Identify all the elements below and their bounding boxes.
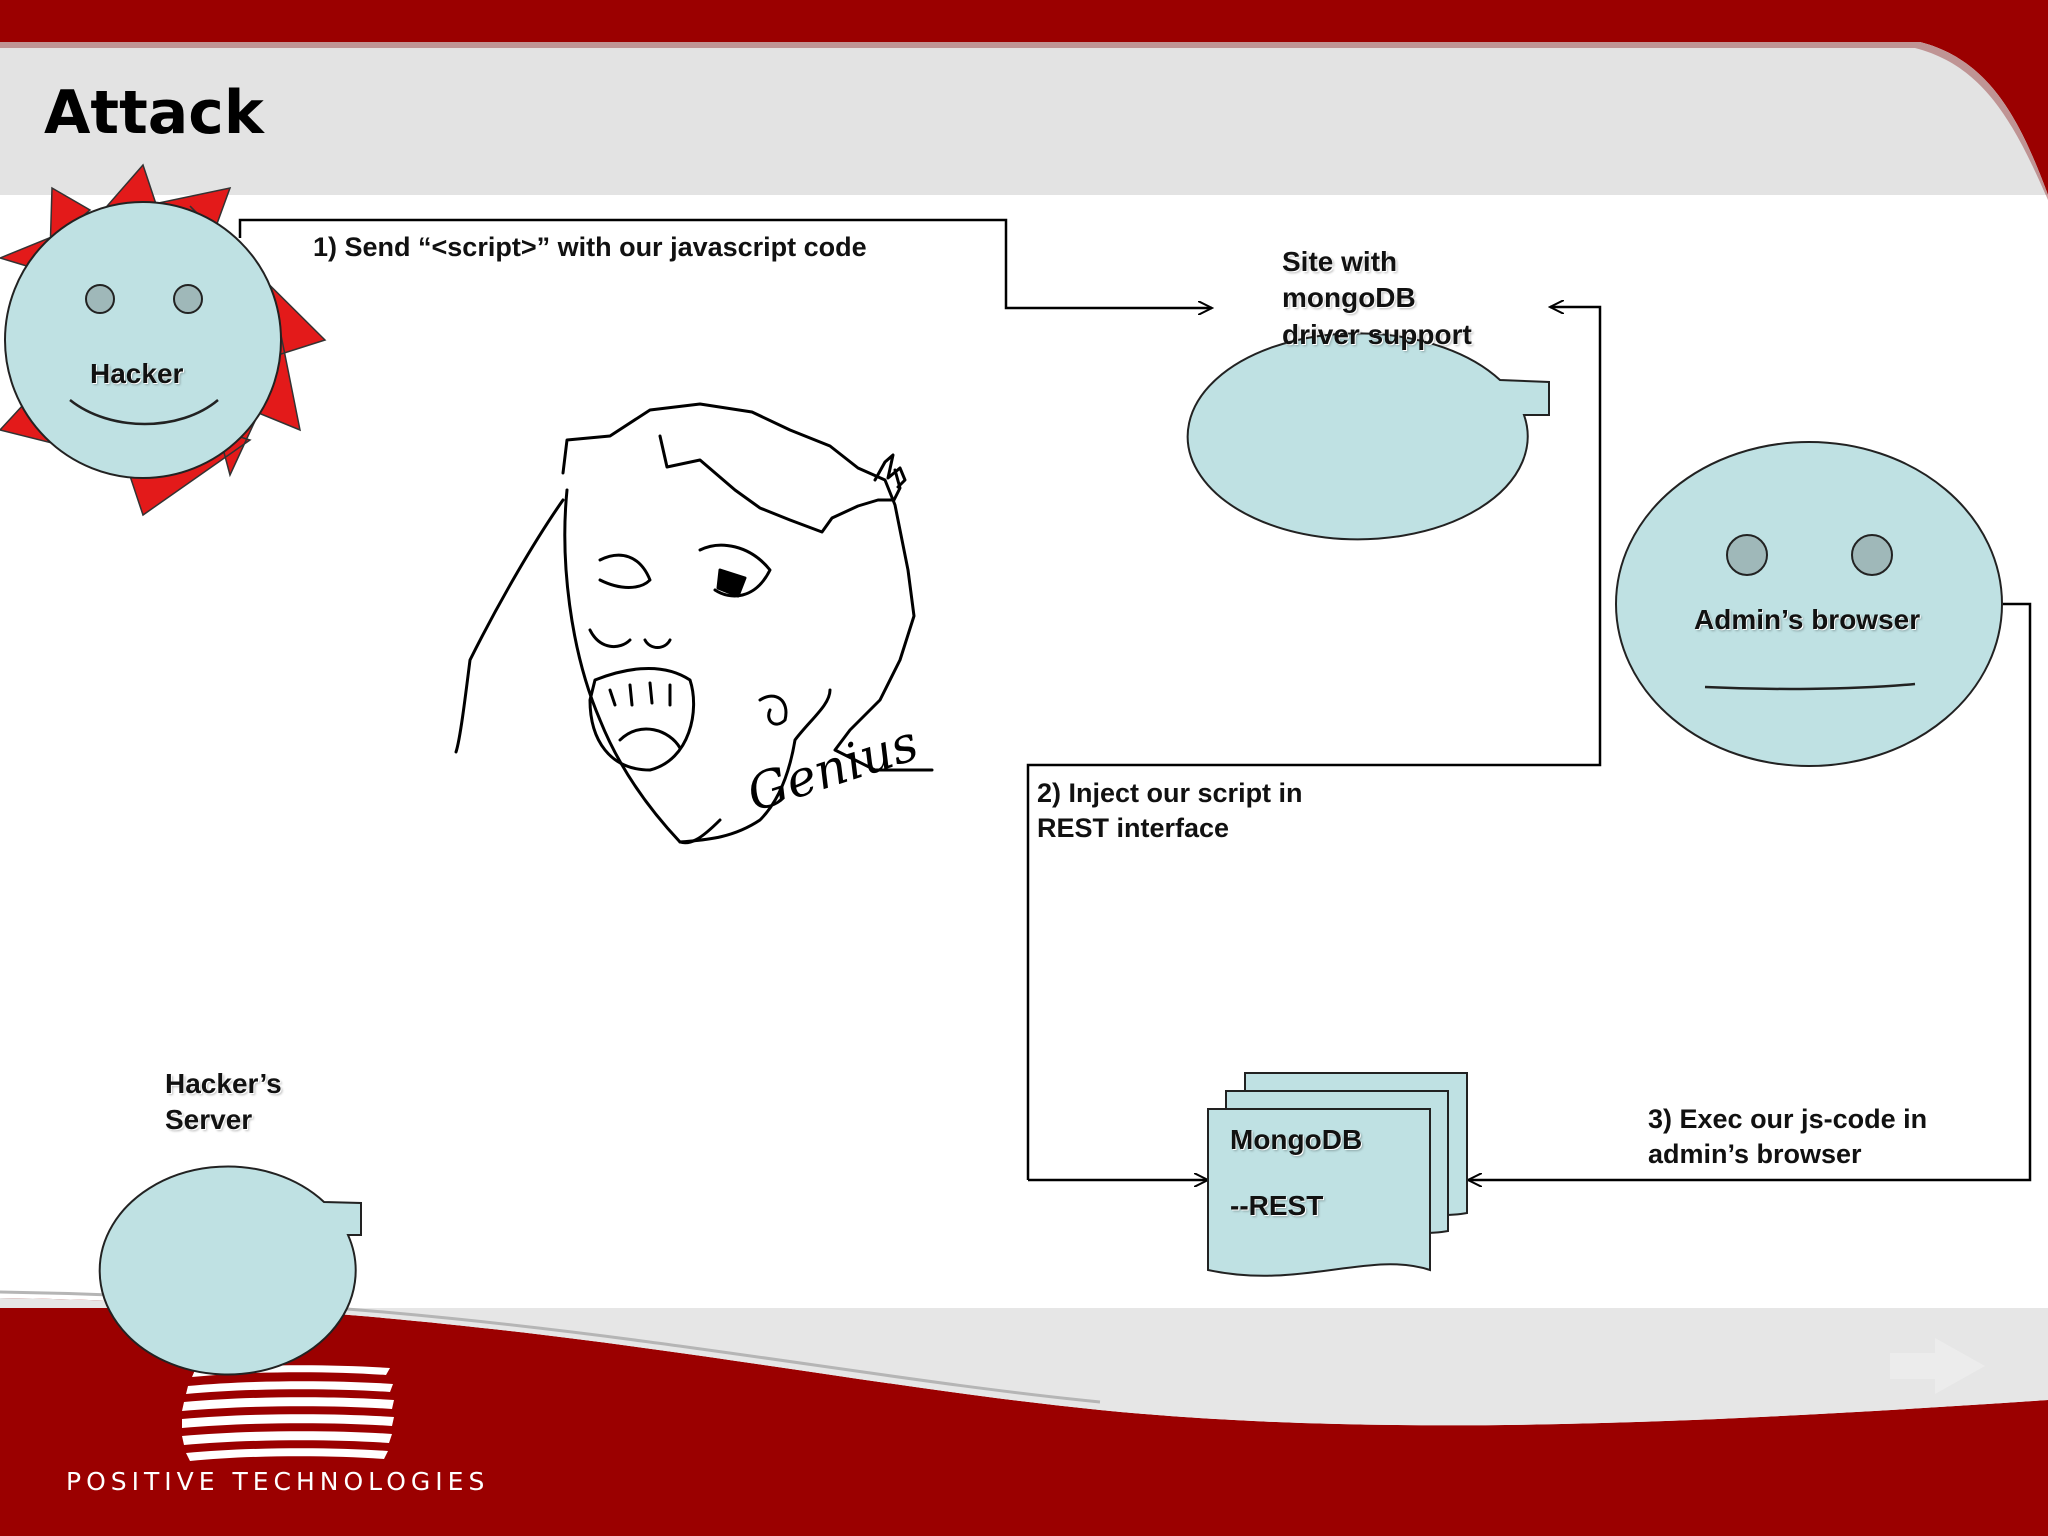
genius-caption: Genius xyxy=(740,713,925,824)
hacker-node xyxy=(0,165,325,515)
step3-label-line2: admin’s browser xyxy=(1648,1139,1862,1170)
step2-label-line2: REST interface xyxy=(1037,813,1230,844)
header-band xyxy=(0,0,2048,200)
site-label-line3: driver support xyxy=(1282,318,1472,350)
mongodb-label-line1: MongoDB xyxy=(1230,1124,1363,1155)
hacker-server-label-line1: Hacker’s xyxy=(165,1068,282,1099)
mongodb-label xyxy=(1230,1122,1362,1225)
site-label xyxy=(1282,244,1472,353)
site-label-line1: Site with xyxy=(1282,246,1398,277)
hacker-server-label xyxy=(165,1066,282,1139)
hacker-server-label-line2: Server xyxy=(165,1104,253,1136)
step2-label-line1: 2) Inject our script in xyxy=(1037,778,1303,808)
hacker-label: Hacker xyxy=(90,358,184,389)
step3-label-line1: 3) Exec our js-code in xyxy=(1648,1104,1928,1134)
slide-title: Attack xyxy=(44,78,264,148)
step3-label xyxy=(1648,1102,1927,1172)
admin-browser-label: Admin’s browser xyxy=(1694,604,1921,635)
mongodb-label-line2: --REST xyxy=(1230,1190,1324,1222)
site-label-line2: mongoDB xyxy=(1282,282,1416,314)
site-node xyxy=(1188,333,1549,539)
step1-label: 1) Send “<script>” with our javascript code xyxy=(313,232,867,262)
brand-text: POSITIVE TECHNOLOGIES xyxy=(66,1467,490,1496)
step2-label xyxy=(1037,776,1303,846)
